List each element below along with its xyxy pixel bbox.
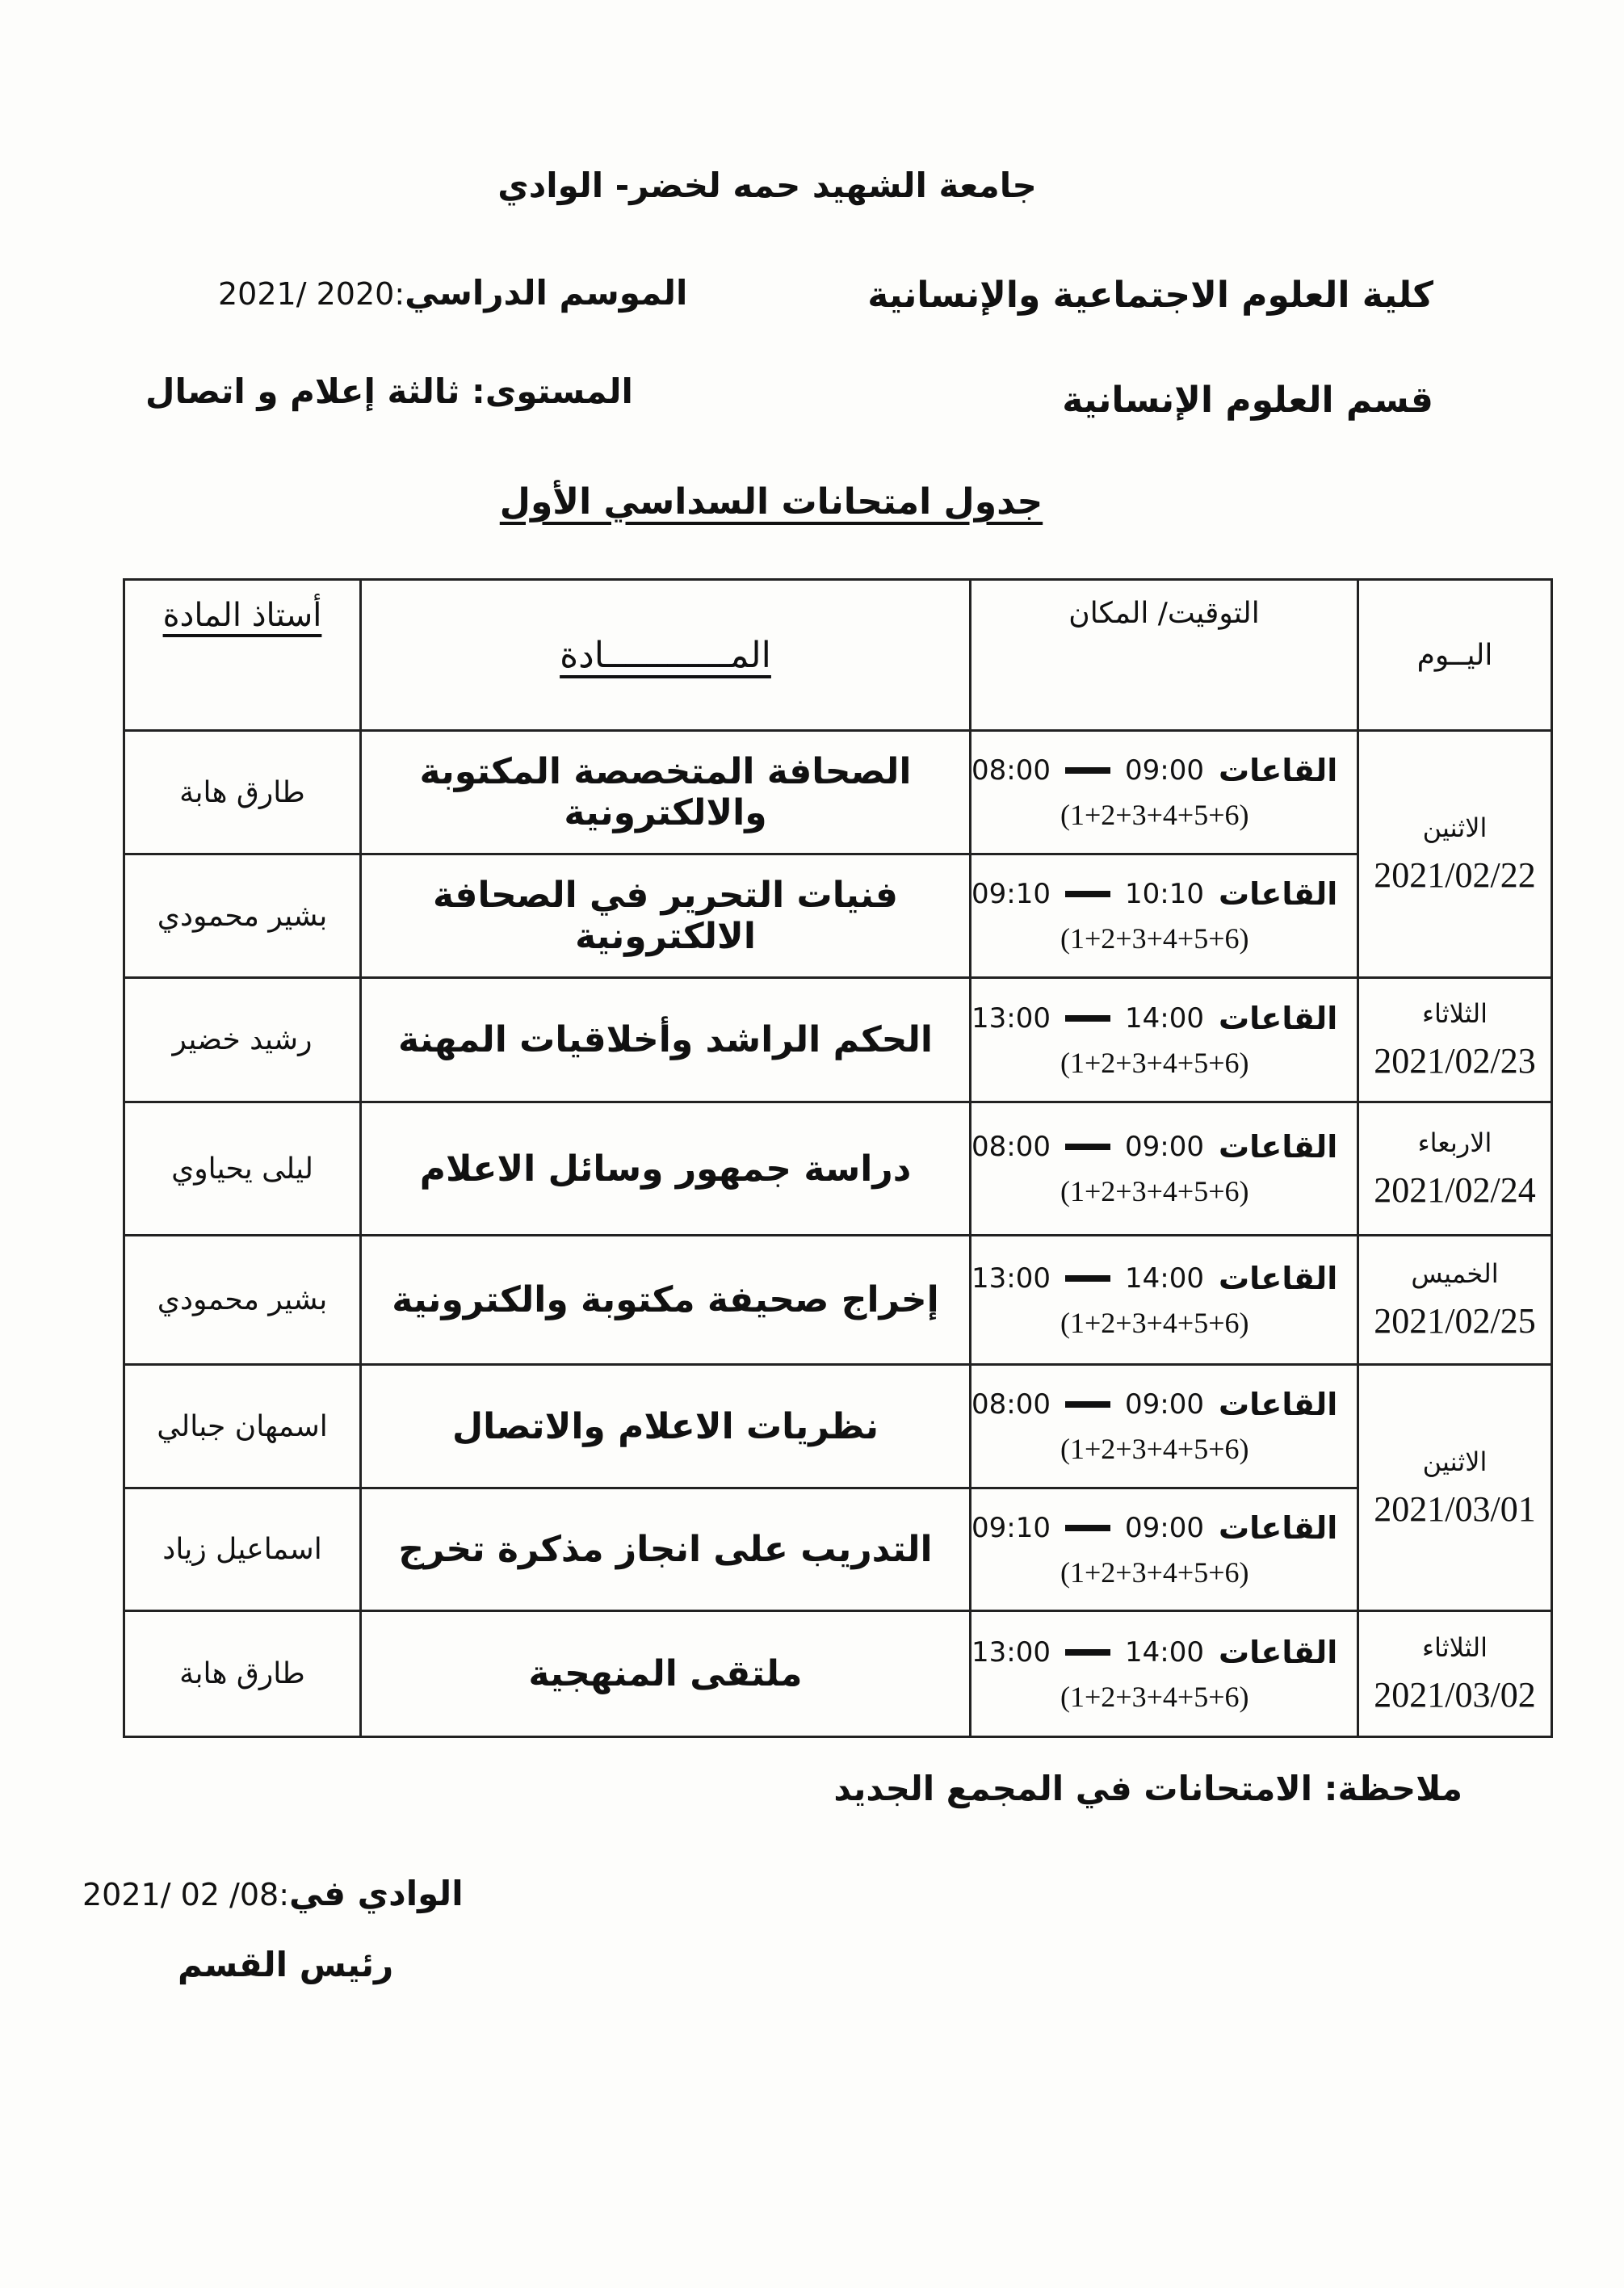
day-cell [1358, 731, 1552, 978]
place-label: القاعات [1218, 876, 1338, 912]
subject-name: الصحافة المتخصصة المكتوبة والالكترونية [361, 731, 971, 854]
professor-name: طارق هابة [124, 1611, 361, 1737]
start-time: 08:00 [971, 754, 1051, 787]
end-time: 14:00 [1124, 1635, 1204, 1669]
subject-name: إخراج صحيفة مكتوبة والكترونية [361, 1236, 971, 1365]
time-dash [1065, 1401, 1110, 1408]
end-time: 10:10 [1124, 878, 1204, 910]
university-name: جامعة الشهيد حمه لخضر- الوادي [497, 166, 1037, 205]
time-range [971, 876, 1357, 912]
end-time: 14:00 [1124, 1262, 1204, 1295]
time-dash [1065, 1525, 1110, 1531]
time-place-cell [971, 978, 1358, 1102]
day-cell [1358, 978, 1552, 1102]
level-value: ثالثة إعلام و اتصال [145, 372, 472, 411]
time-range [971, 1635, 1357, 1670]
subject-name: نظريات الاعلام والاتصال [361, 1365, 971, 1488]
professor-name: اسماعيل زياد [124, 1488, 361, 1611]
table-row [124, 1102, 1552, 1236]
day-cell [1358, 1102, 1552, 1236]
time-range [971, 1387, 1357, 1422]
exam-date: 2021/03/01 [1374, 1488, 1536, 1529]
day-name: الثلاثاء [1421, 1632, 1488, 1663]
table-row [124, 854, 1552, 978]
place-label: القاعات [1218, 1387, 1338, 1422]
professor-name: اسمهان جبالي [124, 1365, 361, 1488]
professor-name: رشيد خضير [124, 978, 361, 1102]
place-label: القاعات [1218, 1129, 1338, 1165]
academic-season [218, 273, 687, 313]
time-range [971, 1261, 1357, 1296]
start-time: 09:10 [971, 1511, 1051, 1544]
day-name: الاثنين [1422, 812, 1488, 843]
hall-numbers: (1+2+3+4+5+6) [1060, 1555, 1249, 1589]
season-label: الموسم الدراسي [405, 273, 688, 313]
header-day: اليــوم [1358, 580, 1552, 731]
study-level [145, 372, 633, 411]
table-row [124, 1611, 1552, 1737]
faculty-name: كلية العلوم الاجتماعية والإنسانية [867, 275, 1433, 316]
day-name: الخميس [1411, 1258, 1499, 1289]
end-time: 09:00 [1124, 1131, 1204, 1163]
table-row [124, 1488, 1552, 1611]
time-dash [1065, 1649, 1110, 1656]
exam-date: 2021/02/22 [1374, 855, 1536, 895]
hall-numbers: (1+2+3+4+5+6) [1060, 1046, 1249, 1079]
table-header-row [124, 580, 1552, 731]
table-title: جدول امتحانات السداسي الأول [499, 481, 1043, 523]
end-time: 09:00 [1124, 1388, 1204, 1421]
signature-place-date [82, 1874, 464, 1913]
exam-date: 2021/02/23 [1374, 1041, 1536, 1081]
day-cell [1358, 1365, 1552, 1611]
time-range [971, 1001, 1357, 1036]
time-place-cell [971, 1236, 1358, 1365]
time-place-cell [971, 1611, 1358, 1737]
hall-numbers: (1+2+3+4+5+6) [1060, 1433, 1249, 1465]
time-place-cell [971, 1488, 1358, 1611]
professor-name: ليلى يحياوي [124, 1102, 361, 1236]
time-dash [1065, 891, 1110, 897]
end-time: 09:00 [1124, 754, 1204, 787]
hall-numbers: (1+2+3+4+5+6) [1060, 799, 1249, 831]
professor-name: طارق هابة [124, 731, 361, 854]
department-name: قسم العلوم الإنسانية [1062, 380, 1433, 421]
table-row [124, 978, 1552, 1102]
place-label: القاعات [1218, 1509, 1338, 1546]
place-label: القاعات [1218, 1634, 1338, 1670]
day-name: الثلاثاء [1421, 998, 1488, 1029]
level-label: المستوى: [472, 372, 633, 411]
time-place-cell [971, 731, 1358, 854]
subject-name: ملتقى المنهجية [361, 1611, 971, 1737]
table-row [124, 1236, 1552, 1365]
hall-numbers: (1+2+3+4+5+6) [1060, 1680, 1249, 1713]
time-range [971, 1510, 1357, 1546]
subject-name: دراسة جمهور وسائل الاعلام [361, 1102, 971, 1236]
subject-name: الحكم الراشد وأخلاقيات المهنة [361, 978, 971, 1102]
time-dash [1065, 1275, 1110, 1282]
exam-date: 2021/02/24 [1374, 1169, 1536, 1210]
place-label: القاعات [1218, 1260, 1338, 1296]
place-label: القاعات [1218, 1000, 1338, 1036]
time-dash [1065, 1015, 1110, 1022]
time-range [971, 753, 1357, 788]
end-time: 14:00 [1124, 1001, 1204, 1035]
professor-name: بشير محمودي [124, 854, 361, 978]
day-name: الاثنين [1422, 1446, 1488, 1477]
time-dash [1065, 767, 1110, 774]
start-time: 13:00 [971, 1635, 1051, 1669]
exam-date: 2021/02/25 [1374, 1301, 1536, 1341]
place-date: :08/ 02 /2021 [82, 1877, 290, 1912]
day-name: الاربعاء [1417, 1127, 1492, 1158]
start-time: 09:10 [971, 878, 1051, 910]
hall-numbers: (1+2+3+4+5+6) [1060, 922, 1249, 955]
header-time-place: التوقيت/ المكان [971, 580, 1358, 731]
start-time: 08:00 [971, 1131, 1051, 1163]
start-time: 13:00 [971, 1262, 1051, 1295]
exam-schedule-table [123, 578, 1553, 1738]
table-row [124, 731, 1552, 854]
time-range [971, 1129, 1357, 1165]
subject-name: فنيات التحرير في الصحافة الالكترونية [361, 854, 971, 978]
professor-name: بشير محمودي [124, 1236, 361, 1365]
time-place-cell [971, 854, 1358, 978]
start-time: 13:00 [971, 1001, 1051, 1035]
time-dash [1065, 1144, 1110, 1150]
subject-name: التدريب على انجاز مذكرة تخرج [361, 1488, 971, 1611]
hall-numbers: (1+2+3+4+5+6) [1060, 1175, 1249, 1207]
time-place-cell [971, 1365, 1358, 1488]
season-value: :2020 /2021 [218, 276, 405, 312]
place-label: الوادي في [289, 1874, 464, 1913]
exam-location-note: ملاحظة: الامتحانات في المجمع الجديد [833, 1769, 1462, 1808]
day-cell [1358, 1611, 1552, 1737]
department-head-title: رئيس القسم [178, 1945, 394, 1984]
table-row [124, 1365, 1552, 1488]
exam-date: 2021/03/02 [1374, 1675, 1536, 1715]
day-cell [1358, 1236, 1552, 1365]
start-time: 08:00 [971, 1388, 1051, 1421]
end-time: 09:00 [1124, 1511, 1204, 1544]
time-place-cell [971, 1102, 1358, 1236]
hall-numbers: (1+2+3+4+5+6) [1060, 1306, 1249, 1339]
header-subject: المــــــــــــادة [361, 580, 971, 731]
place-label: القاعات [1218, 753, 1338, 788]
header-professor: أستاذ المادة [124, 580, 361, 731]
